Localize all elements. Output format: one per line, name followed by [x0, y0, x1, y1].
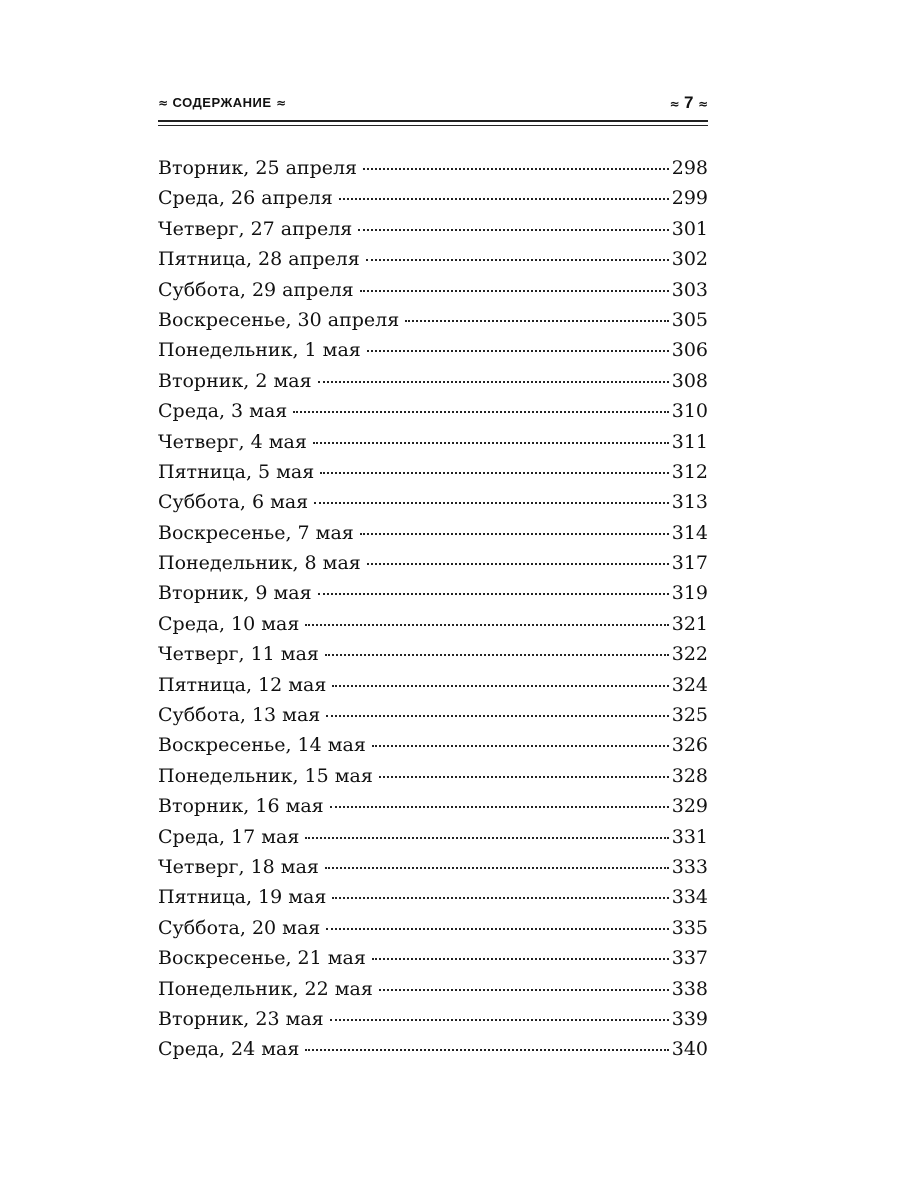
- toc-entry-page-number: 329: [671, 795, 708, 818]
- toc-entry: [158, 214, 708, 244]
- toc-entry-title: Суббота, 13 мая: [158, 704, 321, 727]
- dot-leader: [339, 198, 669, 200]
- toc-entry-page-number: 339: [671, 1007, 708, 1030]
- toc-entry: [158, 882, 708, 912]
- toc-entry-page-number: 314: [671, 521, 708, 544]
- header-rule-thick: [158, 120, 708, 122]
- dot-leader: [358, 229, 668, 231]
- toc-entry-page-number: 331: [671, 825, 708, 848]
- dot-leader: [360, 533, 669, 535]
- toc-entry: [158, 943, 708, 973]
- toc-entry-page-number: 313: [671, 491, 708, 514]
- toc-entry-page-number: 319: [671, 582, 708, 605]
- toc-entry-title: Понедельник, 1 мая: [158, 339, 361, 362]
- toc-entry: [158, 1034, 708, 1064]
- tilde-ornament-right: ≈: [275, 96, 287, 110]
- toc-entry-page-number: 326: [671, 734, 708, 757]
- dot-leader: [325, 654, 669, 656]
- dot-leader: [293, 411, 668, 413]
- dot-leader: [305, 624, 668, 626]
- toc-entry-title: Пятница, 12 мая: [158, 673, 327, 696]
- toc-entry-title: Воскресенье, 21 мая: [158, 947, 366, 970]
- toc-entry-title: Среда, 3 мая: [158, 400, 288, 423]
- toc-entry-page-number: 317: [671, 552, 708, 575]
- toc-entry-title: Воскресенье, 30 апреля: [158, 308, 400, 331]
- toc-entry: [158, 974, 708, 1004]
- toc-entry-title: Среда, 17 мая: [158, 825, 300, 848]
- toc-entry: [158, 670, 708, 700]
- dot-leader: [318, 381, 669, 383]
- toc-entry-page-number: 333: [671, 855, 708, 878]
- toc-entry: [158, 427, 708, 457]
- toc-entry-title: Воскресенье, 14 мая: [158, 734, 366, 757]
- section-heading: [158, 94, 286, 112]
- toc-entry: [158, 791, 708, 821]
- toc-entry-page-number: 338: [671, 977, 708, 1000]
- dot-leader: [305, 837, 668, 839]
- page-folio: [670, 93, 709, 113]
- toc-entry-title: Вторник, 16 мая: [158, 795, 324, 818]
- toc-entry-title: Понедельник, 22 мая: [158, 977, 373, 1000]
- toc-entry: [158, 1004, 708, 1034]
- toc-entry: [158, 244, 708, 274]
- toc-entry-page-number: 311: [671, 430, 708, 453]
- toc-entry-title: Пятница, 19 мая: [158, 886, 327, 909]
- dot-leader: [379, 989, 669, 991]
- toc-entry-title: Суббота, 20 мая: [158, 916, 321, 939]
- dot-leader: [363, 168, 669, 170]
- toc-entry: [158, 518, 708, 548]
- header-rule-thin: [158, 125, 708, 126]
- toc-entry-title: Четверг, 4 мая: [158, 430, 307, 453]
- toc-entry-title: Пятница, 5 мая: [158, 460, 315, 483]
- toc-entry-title: Четверг, 27 апреля: [158, 217, 353, 240]
- toc-entry-title: Среда, 24 мая: [158, 1038, 300, 1061]
- section-title: СОДЕРЖАНИЕ: [172, 95, 272, 110]
- table-of-contents: [158, 153, 708, 1065]
- toc-entry-page-number: 299: [671, 187, 708, 210]
- toc-entry: [158, 396, 708, 426]
- toc-entry: [158, 457, 708, 487]
- dot-leader: [330, 1019, 669, 1021]
- toc-entry: [158, 700, 708, 730]
- toc-entry-page-number: 298: [671, 157, 708, 179]
- toc-entry-title: Пятница, 28 апреля: [158, 248, 360, 271]
- toc-entry-page-number: 302: [671, 248, 708, 271]
- toc-entry: [158, 761, 708, 791]
- toc-entry: [158, 275, 708, 305]
- toc-entry: [158, 305, 708, 335]
- toc-entry-title: Понедельник, 15 мая: [158, 764, 373, 787]
- dot-leader: [372, 958, 669, 960]
- toc-entry: [158, 335, 708, 365]
- toc-entry: [158, 730, 708, 760]
- dot-leader: [314, 502, 669, 504]
- dot-leader: [318, 593, 669, 595]
- toc-entry-title: Суббота, 6 мая: [158, 491, 309, 514]
- toc-entry: [158, 913, 708, 943]
- toc-entry-title: Суббота, 29 апреля: [158, 278, 354, 301]
- dot-leader: [313, 442, 669, 444]
- dot-leader: [360, 290, 669, 292]
- toc-entry-page-number: 303: [671, 278, 708, 301]
- dot-leader: [305, 1049, 668, 1051]
- dot-leader: [366, 259, 669, 261]
- toc-entry-title: Четверг, 11 мая: [158, 643, 319, 666]
- dot-leader: [332, 897, 668, 899]
- toc-entry: [158, 487, 708, 517]
- folio-tilde-left: ≈: [669, 97, 680, 111]
- toc-entry-title: Вторник, 25 апреля: [158, 157, 358, 179]
- toc-entry: [158, 609, 708, 639]
- toc-entry-title: Среда, 10 мая: [158, 612, 300, 635]
- toc-entry-page-number: 328: [671, 764, 708, 787]
- toc-entry-title: Воскресенье, 7 мая: [158, 521, 354, 544]
- toc-entry-page-number: 312: [671, 460, 708, 483]
- dot-leader: [332, 685, 668, 687]
- dot-leader: [326, 715, 668, 717]
- toc-entry-title: Вторник, 9 мая: [158, 582, 312, 605]
- dot-leader: [372, 745, 669, 747]
- toc-entry: [158, 548, 708, 578]
- toc-entry: [158, 183, 708, 213]
- toc-entry: [158, 822, 708, 852]
- toc-entry-title: Вторник, 2 мая: [158, 369, 312, 392]
- toc-entry: [158, 153, 708, 183]
- toc-entry: [158, 366, 708, 396]
- toc-entry-page-number: 335: [671, 916, 708, 939]
- toc-entry-page-number: 322: [671, 643, 708, 666]
- toc-entry-page-number: 306: [671, 339, 708, 362]
- toc-entry-page-number: 308: [671, 369, 708, 392]
- toc-entry-title: Четверг, 18 мая: [158, 855, 319, 878]
- toc-entry-page-number: 305: [671, 308, 708, 331]
- dot-leader: [326, 928, 668, 930]
- toc-entry: [158, 852, 708, 882]
- toc-entry-page-number: 334: [671, 886, 708, 909]
- toc-entry-page-number: 325: [671, 704, 708, 727]
- toc-entry-title: Среда, 26 апреля: [158, 187, 333, 210]
- dot-leader: [367, 350, 669, 352]
- toc-entry-page-number: 337: [671, 947, 708, 970]
- dot-leader: [325, 867, 669, 869]
- toc-entry: [158, 639, 708, 669]
- dot-leader: [379, 776, 669, 778]
- toc-entry: [158, 578, 708, 608]
- toc-entry-page-number: 340: [671, 1038, 708, 1061]
- running-head: [158, 92, 708, 114]
- dot-leader: [320, 472, 668, 474]
- folio-tilde-right: ≈: [697, 97, 708, 111]
- tilde-ornament-left: ≈: [158, 96, 169, 110]
- dot-leader: [367, 563, 669, 565]
- toc-entry-title: Вторник, 23 мая: [158, 1007, 324, 1030]
- toc-entry-page-number: 321: [671, 612, 708, 635]
- page-number: 7: [684, 93, 694, 112]
- dot-leader: [330, 806, 669, 808]
- toc-entry-page-number: 301: [671, 217, 708, 240]
- dot-leader: [405, 320, 669, 322]
- toc-entry-page-number: 310: [671, 400, 708, 423]
- toc-entry-title: Понедельник, 8 мая: [158, 552, 361, 575]
- toc-entry-page-number: 324: [671, 673, 708, 696]
